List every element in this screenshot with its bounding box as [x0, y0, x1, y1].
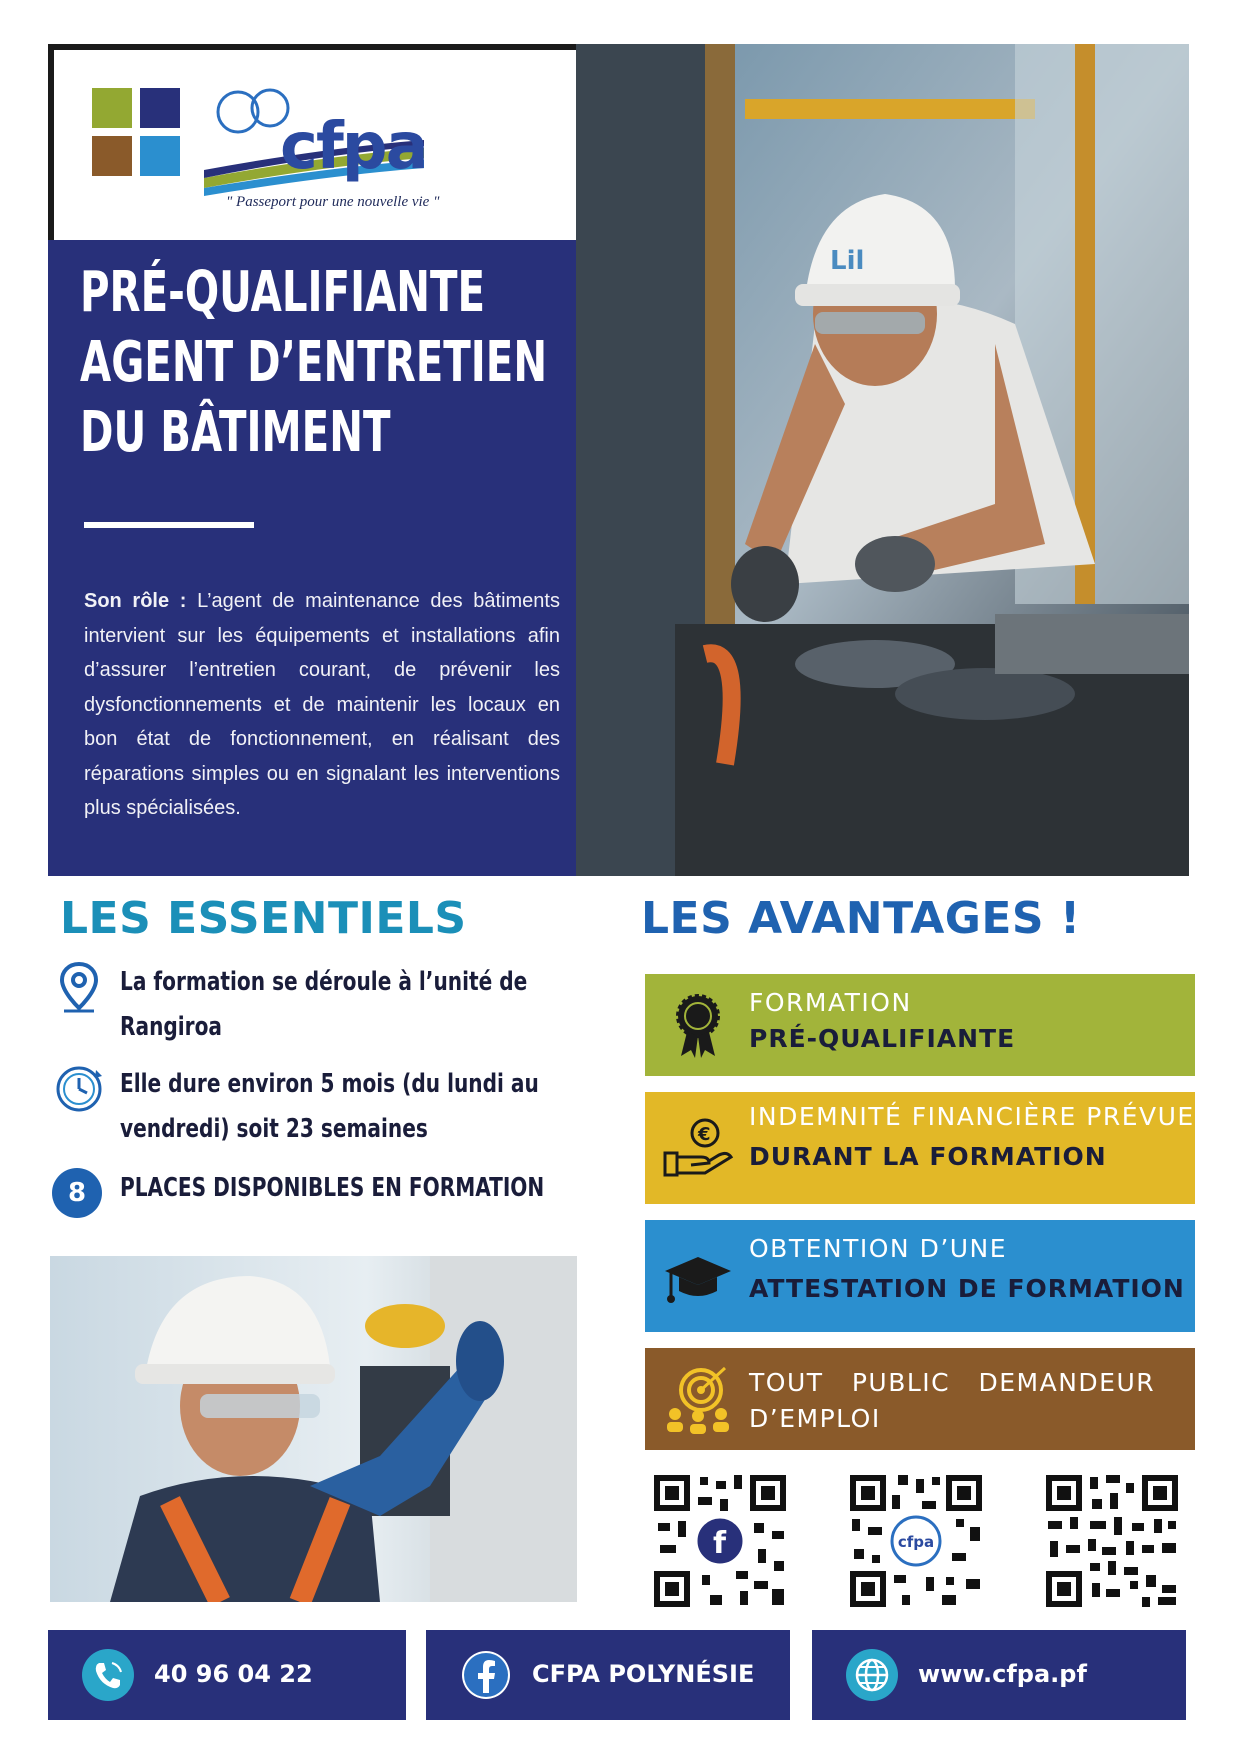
svg-text:€: € [698, 1124, 711, 1145]
advantage-attestation-line1: OBTENTION D’UNE [749, 1234, 1008, 1263]
essentials-title: LES ESSENTIELS [60, 893, 467, 944]
essential-location [52, 960, 572, 1052]
svg-text:f: f [713, 1526, 727, 1561]
logo-tagline: " Passeport pour une nouvelle vie " [226, 194, 440, 210]
location-pin-icon [52, 960, 106, 1014]
qr-cfpa-label: cfpa [897, 1533, 935, 1551]
advantage-attestation-line2: ATTESTATION DE FORMATION [749, 1274, 1185, 1303]
title-divider [84, 522, 254, 528]
facebook-icon [460, 1649, 512, 1701]
footer-website-text: www.cfpa.pf [918, 1660, 1087, 1688]
role-text: L’agent de maintenance des bâtiments intervient sur les équipements et installations afin d’assurer l’entretien courant, de prévenir les dysfonctionnements et de maintenir les locaux en bon état de fonctionnement, en réalisant des réparations simples ou en signalant les interventions plus spécialisées. [84, 590, 560, 819]
advantage-formation-line2: PRÉ-QUALIFIANTE [749, 1024, 1016, 1053]
logo-square-brown [92, 136, 132, 176]
advantage-public [645, 1348, 1195, 1450]
qr-code-cfpa[interactable] [846, 1471, 986, 1611]
title-line-3: DU BÂTIMENT [80, 400, 391, 465]
worker-photo [50, 1256, 577, 1602]
title-panel [48, 240, 576, 876]
clock-icon [52, 1062, 106, 1116]
role-label: Son rôle : [84, 590, 187, 612]
hero-worker-photo [575, 44, 1189, 876]
advantages-title: LES AVANTAGES ! [641, 893, 1081, 944]
footer-facebook-text: CFPA POLYNÉSIE [532, 1660, 755, 1688]
essential-places [52, 1162, 572, 1222]
title-line-2: AGENT D’ENTRETIEN [80, 330, 548, 395]
advantage-formation-line1: FORMATION [749, 988, 912, 1017]
page-title [80, 258, 548, 468]
globe-icon [846, 1649, 898, 1701]
advantage-indemnite-line1: INDEMNITÉ FINANCIÈRE PRÉVUE [749, 1102, 1195, 1131]
logo-square-green [92, 88, 132, 128]
advantage-attestation [645, 1220, 1195, 1332]
advantage-indemnite-line2: DURANT LA FORMATION [749, 1142, 1107, 1171]
advantage-indemnite [645, 1092, 1195, 1204]
qr-code-website[interactable] [1042, 1471, 1182, 1611]
footer-phone[interactable] [48, 1630, 406, 1720]
advantage-formation [645, 974, 1195, 1076]
target-people-icon [661, 1362, 735, 1436]
graduation-cap-icon [661, 1239, 735, 1313]
essential-location-text: La formation se déroule à l’unité de Rangiroa [120, 967, 528, 1042]
svg-text:Lil: Lil [830, 246, 865, 276]
worker-photo-illustration [50, 1256, 577, 1602]
number-badge: 8 [52, 1168, 102, 1218]
essential-places-text: PLACES DISPONIBLES EN FORMATION [120, 1173, 545, 1203]
award-ribbon-icon [661, 988, 735, 1062]
role-description [84, 584, 560, 826]
advantage-public-line1: TOUT PUBLIC DEMANDEUR [749, 1368, 1156, 1397]
euro-hand-icon [661, 1111, 735, 1185]
essential-duration-text: Elle dure environ 5 mois (du lundi au vendredi) soit 23 semaines [120, 1069, 539, 1144]
qr-code-facebook[interactable] [650, 1471, 790, 1611]
footer-website[interactable] [812, 1630, 1186, 1720]
hero-photo-illustration [575, 44, 1189, 876]
title-line-1: PRÉ-QUALIFIANTE [80, 260, 486, 325]
logo-square-blue [140, 136, 180, 176]
logo-header [48, 44, 576, 240]
logo-square-navy [140, 88, 180, 128]
footer-phone-text: 40 96 04 22 [154, 1660, 313, 1688]
advantage-public-line2: D’EMPLOI [749, 1404, 881, 1433]
footer-facebook[interactable] [426, 1630, 790, 1720]
phone-icon [82, 1649, 134, 1701]
essential-duration [52, 1062, 572, 1154]
logo-wordmark: cfpa [280, 110, 427, 184]
